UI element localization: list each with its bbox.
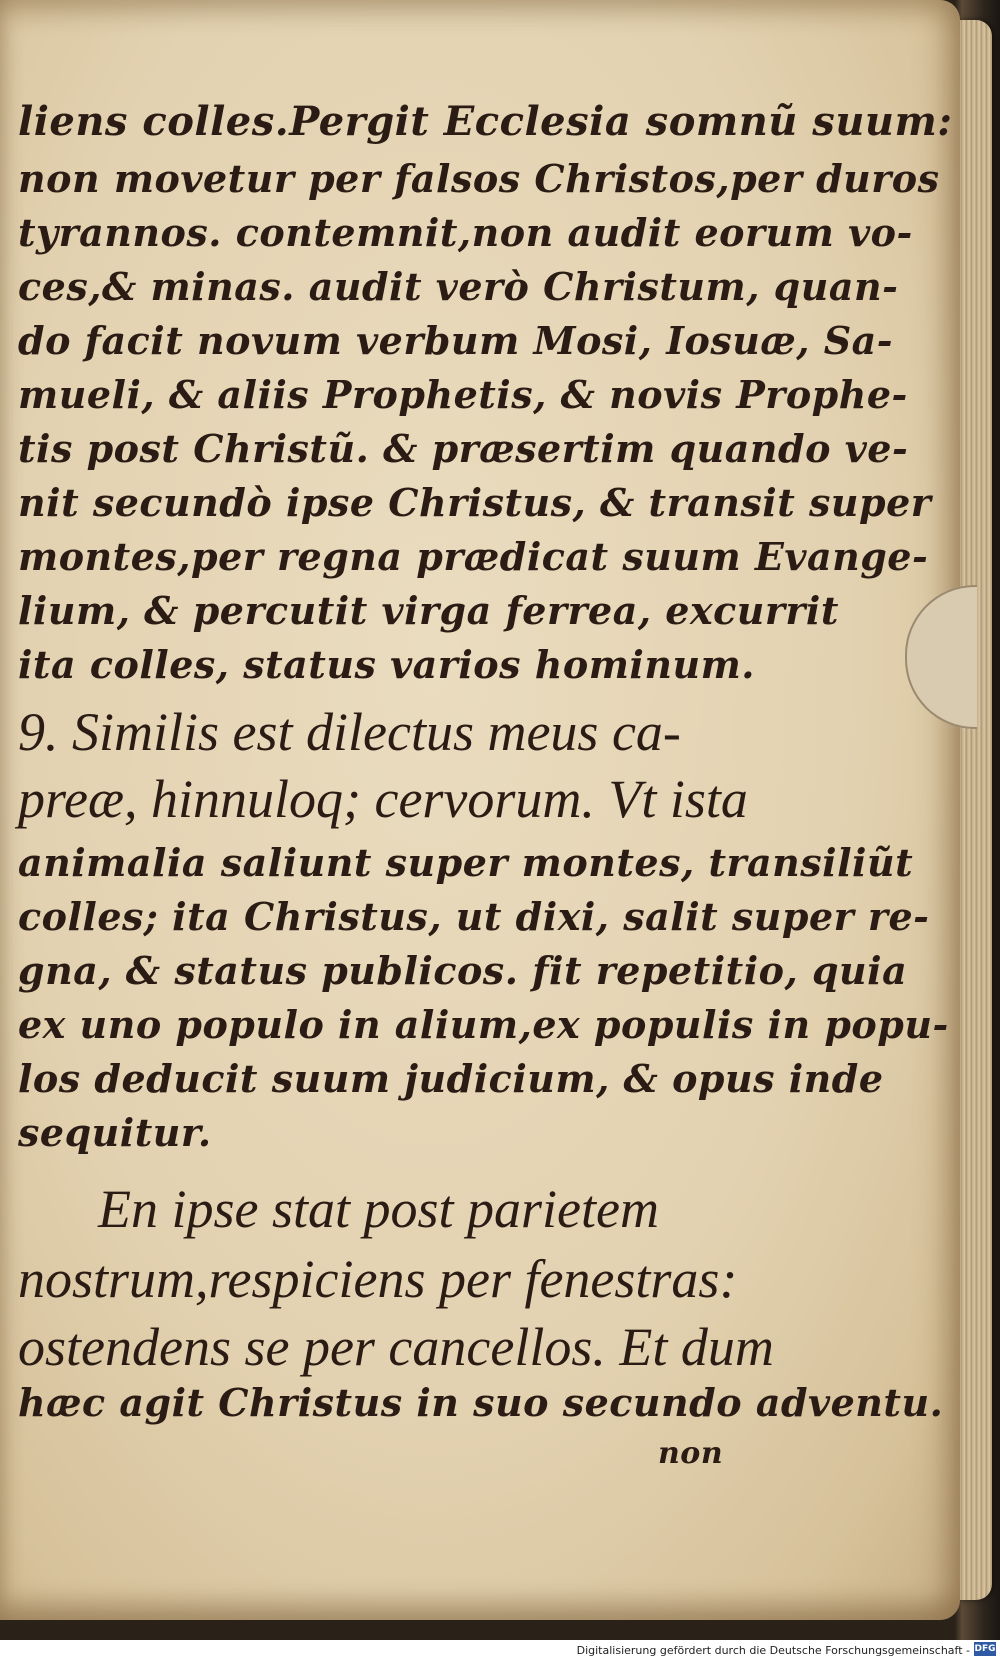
text-line: nit secundò ipse Christus, & transit super	[18, 480, 932, 525]
text-line: ex uno populo in alium,ex populis in popu-	[18, 1002, 949, 1047]
text-line: do facit novum verbum Mosi, Iosuæ, Sa-	[18, 318, 894, 363]
verse-heading-line: En ipse stat post parietem	[98, 1179, 659, 1239]
text-line: animalia saliunt super montes, transiliũt	[18, 840, 914, 885]
text-line: tyrannos. contemnit,non audit eorum vo-	[18, 210, 913, 255]
text-line: gna, & status publicos. fit repetitio, quia	[18, 948, 908, 993]
text-line: liens colles.Pergit Ecclesia somnũ suum:	[18, 98, 953, 145]
text-line: non movetur per falsos Christos,per duros	[18, 156, 940, 201]
text-line: tis post Christũ. & præsertim quando ve-	[18, 426, 909, 471]
page-edges	[958, 20, 992, 1600]
text-line: colles; ita Christus, ut dixi, salit super re-	[18, 894, 930, 939]
text-line: ces,& minas. audit verò Christum, quan-	[18, 264, 899, 309]
text-line: ita colles, status varios hominum.	[18, 642, 756, 687]
dfg-logo: DFG	[974, 1644, 996, 1654]
text-line: mueli, & aliis Prophetis, & novis Prophe-	[18, 372, 908, 417]
verse-heading-line: 9. Similis est dilectus meus ca-	[18, 702, 681, 762]
verse-heading-line: ostendens se per cancellos. Et dum	[18, 1317, 774, 1377]
footer-credit: Digitalisierung gefördert durch die Deutsche Forschungsgemeinschaft -	[576, 1644, 970, 1657]
verse-heading-line: nostrum,respiciens per fenestras:	[18, 1249, 738, 1309]
verse-heading-line: preæ, hinnuloq; cervorum. Vt ista	[18, 769, 748, 829]
text-line: los deducit suum judicium, & opus inde	[18, 1056, 884, 1101]
text-line: hæc agit Christus in suo secundo adventu.	[18, 1380, 944, 1425]
catchword: non	[658, 1436, 724, 1471]
text-line: lium, & percutit virga ferrea, excurrit	[18, 588, 839, 633]
text-line: montes,per regna prædicat suum Evange-	[18, 534, 929, 579]
text-line: sequitur.	[18, 1110, 212, 1155]
